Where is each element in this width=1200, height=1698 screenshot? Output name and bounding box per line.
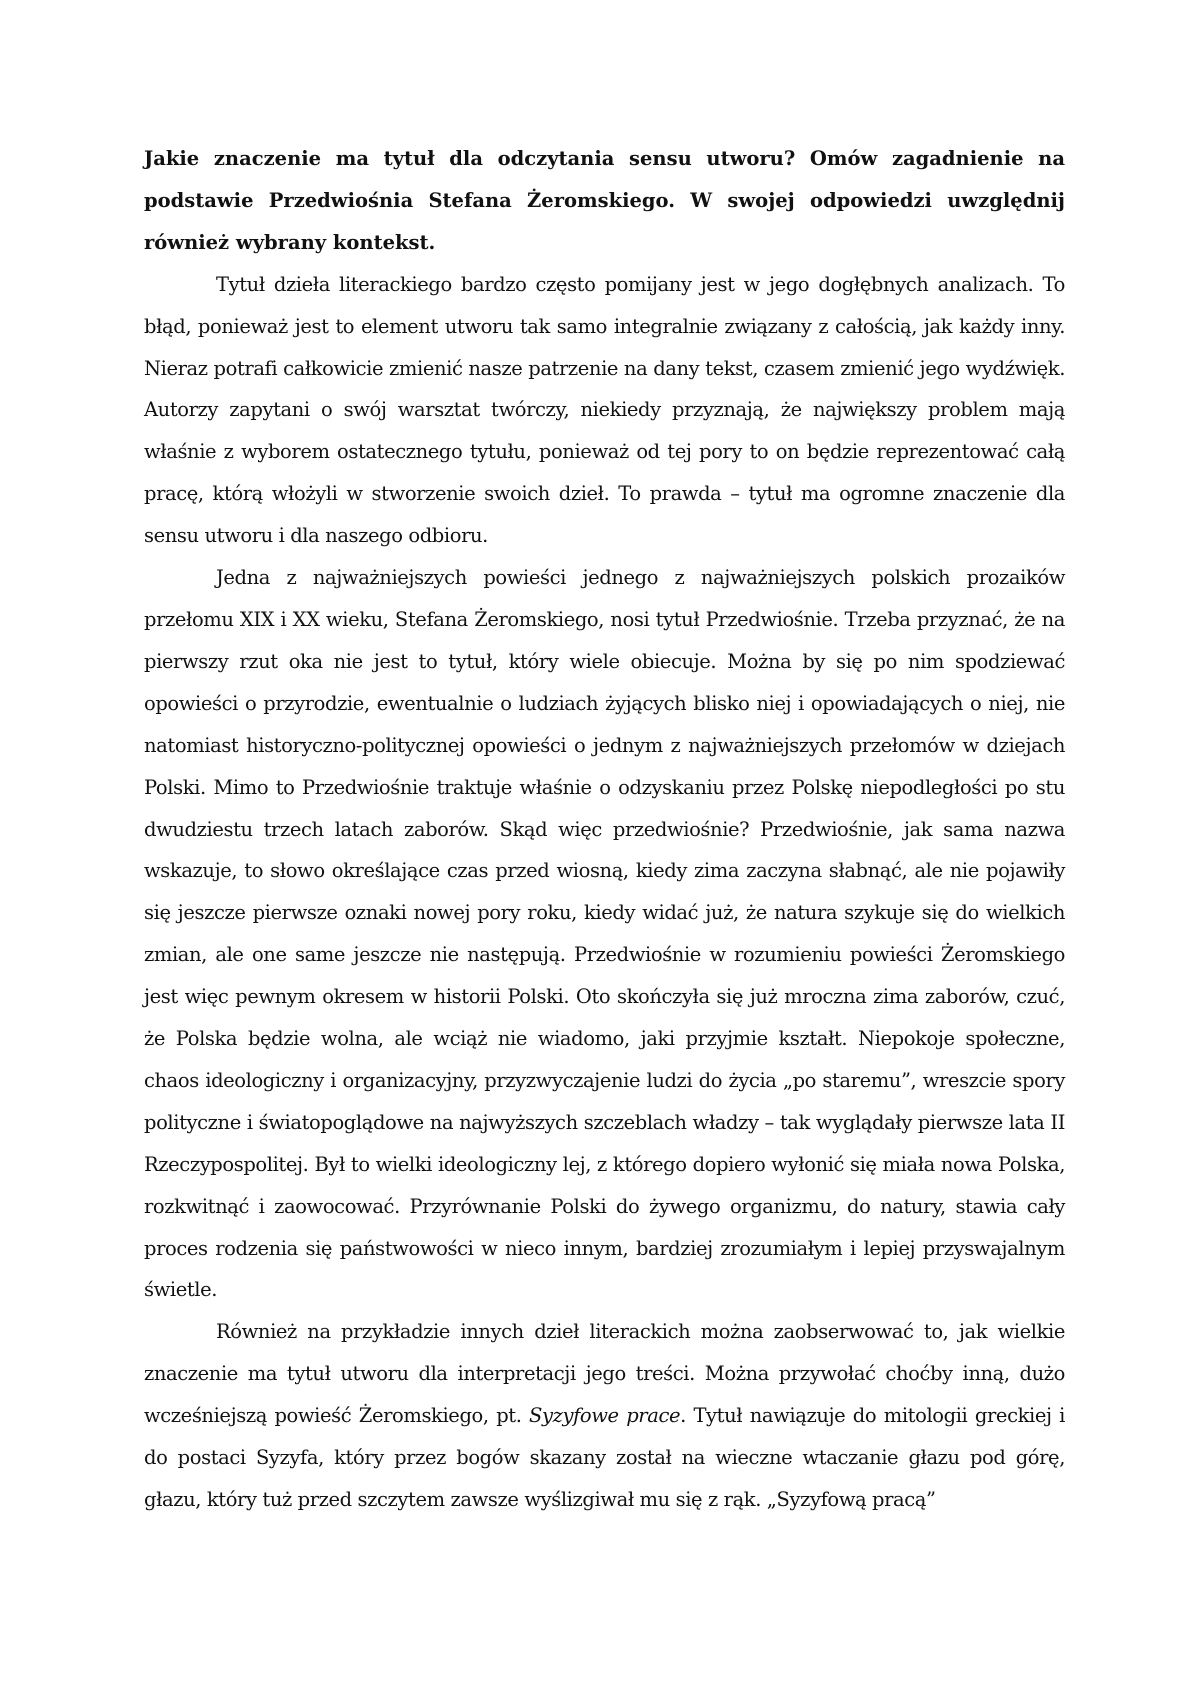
paragraph-3: [144, 1311, 1065, 1521]
book-title-italic: Syzyfowe prace: [529, 1404, 681, 1428]
paragraph-3-text-after: . Tytuł nawiązuje do mitologii greckiej i do postaci Syzyfa, który przez bogów skazany został na wieczne wtaczanie głazu pod górę, głazu, który tuż przed szczytem zawsze wyślizgiwał mu się z rąk. „Syzyfową pracą”: [144, 1404, 1065, 1511]
document-body: [144, 138, 1065, 1521]
paragraph-2: Jedna z najważniejszych powieści jednego z najważniejszych polskich prozaików przełomu XIX i XX wieku, Stefana Żeromskiego, nosi tytuł Przedwiośnie. Trzeba przyznać, że na pierwszy rzut oka nie jest to tytuł, który wiele obiecuje. Można by się po nim spodziewać opowieści o przyrodzie, ewentualnie o ludziach żyjących blisko niej i opowiadających o niej, nie natomiast historyczno-politycznej opowieści o jednym z najważniejszych przełomów w dziejach Polski. Mimo to Przedwiośnie traktuje właśnie o odzyskaniu przez Polskę niepodległości po stu dwudziestu trzech latach zaborów. Skąd więc przedwiośnie? Przedwiośnie, jak sama nazwa wskazuje, to słowo określające czas przed wiosną, kiedy zima zaczyna słabnąć, ale nie pojawiły się jeszcze pierwsze oznaki nowej pory roku, kiedy widać już, że natura szykuje się do wielkich zmian, ale one same jeszcze nie następują. Przedwiośnie w rozumieniu powieści Żeromskiego jest więc pewnym okresem w historii Polski. Oto skończyła się już mroczna zima zaborów, czuć, że Polska będzie wolna, ale wciąż nie wiadomo, jaki przyjmie kształt. Niepokoje społeczne, chaos ideologiczny i organizacyjny, przyzwyczajenie ludzi do życia „po staremu”, wreszcie spory polityczne i światopoglądowe na najwyższych szczeblach władzy – tak wyglądały pierwsze lata II Rzeczypospolitej. Był to wielki ideologiczny lej, z którego dopiero wyłonić się miała nowa Polska, rozkwitnąć i zaowocować. Przyrównanie Polski do żywego organizmu, do natury, stawia cały proces rodzenia się państwowości w nieco innym, bardziej zrozumiałym i lepiej przyswajalnym świetle.: [144, 566, 1065, 1302]
essay-question-heading: Jakie znaczenie ma tytuł dla odczytania sensu utworu? Omów zagadnienie na podstawie Przedwiośnia Stefana Żeromskiego. W swojej odpowiedzi uwzględnij również wybrany kontekst.: [144, 147, 1065, 254]
paragraph-3-text-before: Również na przykładzie innych dzieł literackich można zaobserwować to, jak wielkie znaczenie ma tytuł utworu dla interpretacji jego treści. Można przywołać choćby inną, dużo wcześniejszą powieść Żeromskiego, pt.: [144, 1320, 1065, 1428]
paragraph-1: Tytuł dzieła literackiego bardzo często pomijany jest w jego dogłębnych analizach. To błąd, ponieważ jest to element utworu tak samo integralnie związany z całością, jak każdy inny. Nieraz potrafi całkowicie zmienić nasze patrzenie na dany tekst, czasem zmienić jego wydźwięk. Autorzy zapytani o swój warsztat twórczy, niekiedy przyznają, że największy problem mają właśnie z wyborem ostatecznego tytułu, ponieważ od tej pory to on będzie reprezentować całą pracę, którą włożyli w stworzenie swoich dzieł. To prawda – tytuł ma ogromne znaczenie dla sensu utworu i dla naszego odbioru.: [144, 272, 1065, 548]
